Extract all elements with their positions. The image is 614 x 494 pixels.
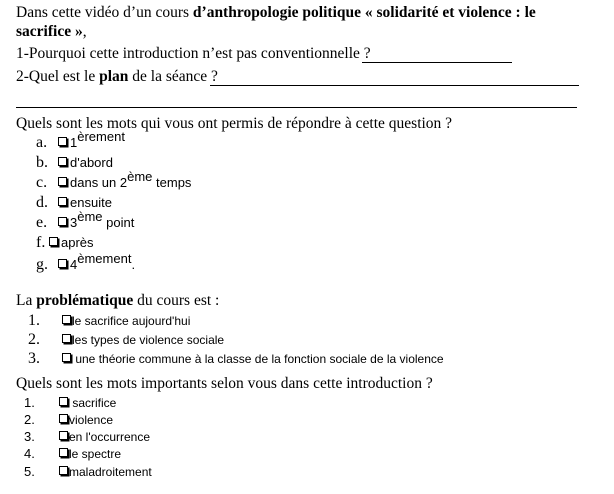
checkbox-icon[interactable] [59,431,68,440]
list-marker: 4. [24,446,35,461]
list-item [24,411,113,429]
option-text: 4 [70,257,78,272]
option-text: sacrifice [69,396,117,410]
option-text: maladroitement [69,465,152,479]
list-marker: 3. [28,350,40,367]
option-text: ensuite [70,195,112,210]
option-superscript: èrement [77,129,125,144]
list-item [28,312,190,330]
answer-line-1[interactable] [362,62,512,63]
list-marker: f. [36,234,46,251]
prob-bold: problématique [36,292,134,309]
list-item [28,350,444,368]
list-item [24,445,121,463]
important-question [16,375,433,393]
option-text: le spectre [69,447,122,461]
prob-post: du cours est : [133,292,220,309]
list-item [24,394,116,412]
list-item [24,428,150,446]
answer-line-3[interactable] [16,107,577,108]
question-2-bold: plan [99,68,129,85]
option-superscript: ème [77,209,103,224]
list-marker: a. [36,134,48,151]
list-marker: 1. [24,395,35,410]
list-item [36,129,125,152]
option-text: les types de violence sociale [72,333,225,347]
checkbox-icon[interactable] [59,448,68,457]
list-marker: d. [36,194,48,211]
option-text: 1 [70,135,78,150]
list-item [36,209,135,232]
question-2-pre: 2-Quel est le [16,68,100,85]
checkbox-icon[interactable] [59,414,68,423]
checkbox-icon[interactable] [59,397,68,406]
option-text: d'abord [70,155,113,170]
course-title-end: sacrifice » [16,23,83,40]
checkbox-icon[interactable] [62,353,71,362]
option-text-after: point [102,215,135,230]
list-item [36,154,113,172]
prob-pre: La [16,292,37,309]
option-text: dans un 2 [70,175,128,190]
option-text-after: . [131,257,136,272]
list-marker: g. [36,256,48,273]
question-1-text: 1-Pourquoi cette introduction n’est pas conventionnelle ? [16,45,371,62]
intro-line-2 [16,23,87,41]
option-text: une théorie commune à la classe de la fonction sociale de la violence [72,352,444,366]
question-1 [16,45,371,63]
checkbox-icon[interactable] [58,177,67,186]
intro-comma: , [82,23,87,40]
checkbox-icon[interactable] [59,466,68,475]
checkbox-icon[interactable] [58,157,67,166]
list-marker: b. [36,154,48,171]
option-text: après [61,235,94,250]
important-question-text: Quels sont les mots importants selon vous dans cette introduction ? [16,375,433,392]
option-text: violence [69,413,114,427]
list-marker: 2. [24,412,35,427]
problematique-heading [16,292,219,310]
checkbox-icon[interactable] [58,217,67,226]
list-item [36,234,94,252]
checkbox-icon[interactable] [58,137,67,146]
list-item [36,169,192,192]
list-item [28,331,224,349]
list-marker: 3. [24,429,35,444]
list-marker: e. [36,214,48,231]
option-text: 3 [70,215,78,230]
checkbox-icon[interactable] [62,315,71,324]
intro-line-1 [16,4,536,22]
option-text: en l'occurrence [69,430,150,444]
answer-line-2[interactable] [210,85,579,86]
intro-text: Dans cette vidéo d’un cours [16,4,193,21]
checkbox-icon[interactable] [58,197,67,206]
question-2 [16,68,218,86]
list-marker: 2. [28,331,40,348]
course-title: d’anthropologie politique « solidarité et violence : le [192,4,536,21]
list-item [36,251,136,274]
option-superscript: ème [127,169,153,184]
option-superscript: èmement [77,251,132,266]
words-question-text: Quels sont les mots qui vous ont permis de répondre à cette question ? [16,115,453,132]
option-text-after: temps [152,175,192,190]
checkbox-icon[interactable] [58,259,67,268]
list-marker: 5. [24,464,35,479]
list-marker: c. [36,174,48,191]
checkbox-icon[interactable] [49,237,58,246]
question-2-post: de la séance ? [128,68,218,85]
checkbox-icon[interactable] [62,334,71,343]
list-marker: 1. [28,312,40,329]
option-text: le sacrifice aujourd'hui [72,314,191,328]
list-item [24,463,152,481]
